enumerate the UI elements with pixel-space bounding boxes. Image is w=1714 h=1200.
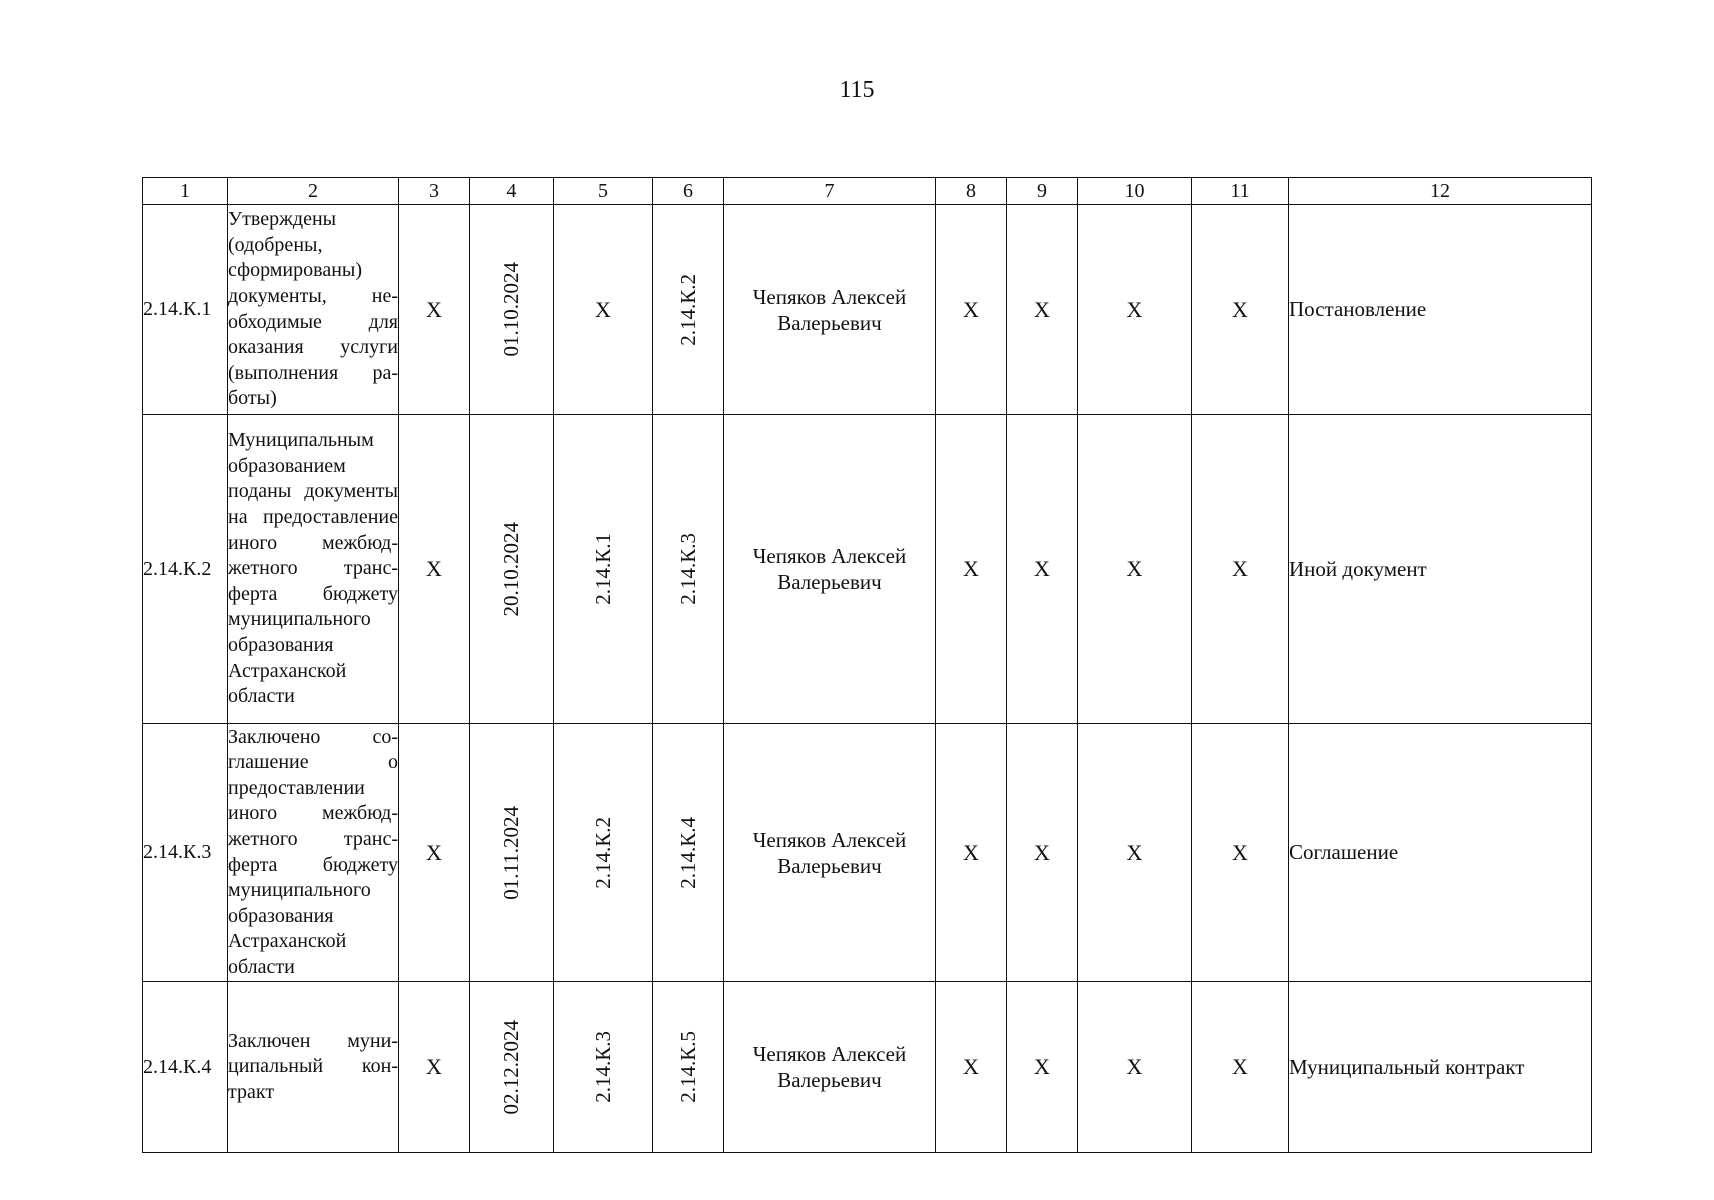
header-cell: 11 — [1192, 178, 1289, 205]
control-points-table — [142, 177, 1592, 1153]
planned-date: 01.10.2024 — [499, 262, 523, 357]
col10-value: X — [1078, 724, 1192, 982]
next-point: 2.14.К.4 — [675, 816, 700, 889]
header-cell: 8 — [936, 178, 1007, 205]
col8-value: X — [936, 982, 1007, 1153]
col3-value: X — [399, 724, 470, 982]
col11-value: X — [1192, 982, 1289, 1153]
next-point: 2.14.К.2 — [675, 273, 700, 346]
col11-value: X — [1192, 724, 1289, 982]
document-type: Постановление — [1289, 205, 1592, 415]
row-code: 2.14.К.1 — [143, 205, 228, 415]
header-cell: 3 — [399, 178, 470, 205]
col10-value: X — [1078, 982, 1192, 1153]
row-code: 2.14.К.4 — [143, 982, 228, 1153]
next-cell — [653, 205, 724, 415]
planned-date: 01.11.2024 — [499, 805, 523, 900]
row-code: 2.14.К.3 — [143, 724, 228, 982]
planned-date: 20.10.2024 — [499, 521, 523, 617]
col8-value: X — [936, 415, 1007, 724]
row-description: Заключено соглашение о предоставлении иного межбюджетного трансферта бюджету муниципального образования Астраханской области — [228, 724, 399, 982]
page-number: 115 — [839, 77, 875, 103]
prev-point: 2.14.К.2 — [590, 816, 615, 889]
date-cell — [470, 982, 554, 1153]
header-cell: 2 — [228, 178, 399, 205]
document-type: Иной документ — [1289, 415, 1592, 724]
responsible-person: Чепяков Алексей Валерьевич — [724, 982, 936, 1153]
col3-value: X — [399, 205, 470, 415]
header-cell: 4 — [470, 178, 554, 205]
col3-value: X — [399, 415, 470, 724]
col3-value: X — [399, 982, 470, 1153]
header-row — [143, 178, 1592, 205]
prev-cell — [554, 415, 653, 724]
row-description: Утверждены (одобрены, сформированы) документы, необходимые для оказания услуги (выполнения работы) — [228, 205, 399, 415]
row-code: 2.14.К.2 — [143, 415, 228, 724]
col8-value: X — [936, 205, 1007, 415]
header-cell: 10 — [1078, 178, 1192, 205]
col8-value: X — [936, 724, 1007, 982]
document-type: Муниципальный контракт — [1289, 982, 1592, 1153]
col9-value: X — [1007, 982, 1078, 1153]
table-row — [143, 982, 1592, 1153]
responsible-person: Чепяков Алексей Валерьевич — [724, 724, 936, 982]
table-row — [143, 205, 1592, 415]
col9-value: X — [1007, 415, 1078, 724]
prev-point: X — [554, 205, 653, 415]
header-cell: 12 — [1289, 178, 1592, 205]
col10-value: X — [1078, 415, 1192, 724]
prev-cell — [554, 982, 653, 1153]
row-description: Муниципальным образованием поданы документы на предоставление иного межбюджетного трансферта бюджету муниципального образования Астраханской области — [228, 415, 399, 724]
date-cell — [470, 205, 554, 415]
col9-value: X — [1007, 205, 1078, 415]
document-type: Соглашение — [1289, 724, 1592, 982]
responsible-person: Чепяков Алексей Валерьевич — [724, 205, 936, 415]
col10-value: X — [1078, 205, 1192, 415]
row-description: Заключен муниципальный контракт — [228, 982, 399, 1153]
next-cell — [653, 415, 724, 724]
planned-date: 02.12.2024 — [499, 1019, 523, 1115]
prev-cell — [554, 724, 653, 982]
col11-value: X — [1192, 205, 1289, 415]
table-row — [143, 724, 1592, 982]
next-cell — [653, 982, 724, 1153]
next-cell — [653, 724, 724, 982]
header-cell: 5 — [554, 178, 653, 205]
header-cell: 1 — [143, 178, 228, 205]
date-cell — [470, 724, 554, 982]
header-cell: 9 — [1007, 178, 1078, 205]
date-cell — [470, 415, 554, 724]
next-point: 2.14.К.5 — [675, 1031, 700, 1103]
prev-point: 2.14.К.3 — [590, 1031, 615, 1103]
header-cell: 6 — [653, 178, 724, 205]
col9-value: X — [1007, 724, 1078, 982]
responsible-person: Чепяков Алексей Валерьевич — [724, 415, 936, 724]
col11-value: X — [1192, 415, 1289, 724]
prev-point: 2.14.К.1 — [590, 533, 615, 605]
header-cell: 7 — [724, 178, 936, 205]
table-row — [143, 415, 1592, 724]
next-point: 2.14.К.3 — [675, 533, 700, 605]
